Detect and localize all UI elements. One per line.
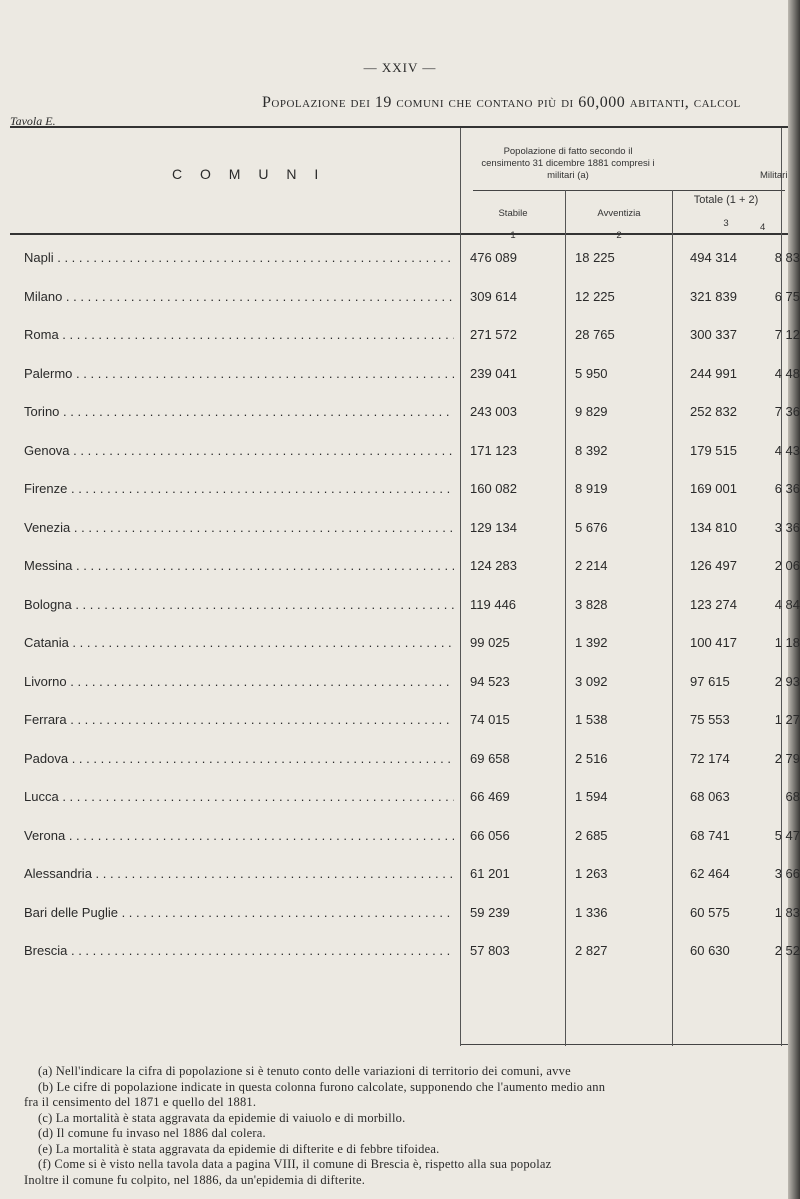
cell-militari: 4 43 <box>774 442 800 458</box>
cell-avventizia: 12 225 <box>575 288 615 304</box>
col-header-totale: Totale (1 + 2) 3 <box>693 194 759 229</box>
cell-stabile: 94 523 <box>470 673 510 689</box>
population-group-header: Popolazione di fatto secondo il censimento 31 dicembre 1881 compresi i militari (a) <box>481 146 655 181</box>
table-row <box>0 712 800 742</box>
note-e: (e) La mortalità è stata aggravata da epidemie di difterite e di febbre tifoidea. <box>38 1141 440 1156</box>
cell-avventizia: 5 676 <box>575 519 608 535</box>
cell-stabile: 69 658 <box>470 750 510 766</box>
cell-totale: 179 515 <box>690 442 737 458</box>
cell-militari: 7 12 <box>774 327 800 342</box>
table-top-rule <box>10 126 788 128</box>
cell-stabile: 74 015 <box>470 712 510 727</box>
cell-stabile: 243 003 <box>470 404 517 419</box>
footnotes <box>24 1064 784 1188</box>
comune-name: Bari delle Puglie . . . <box>24 905 454 920</box>
cell-militari: 6 36 <box>774 481 800 496</box>
cell-totale: 321 839 <box>690 288 737 304</box>
comune-name: Ferrara . . . <box>24 712 454 727</box>
col-header-militari: Militari 4 <box>760 170 788 233</box>
cell-totale: 68 741 <box>690 827 730 843</box>
cell-stabile: 171 123 <box>470 442 517 458</box>
comune-name: Verona . . . <box>24 828 454 843</box>
cell-avventizia: 8 392 <box>575 442 608 458</box>
cell-militari: 2 79 <box>774 750 800 766</box>
table-bottom-rule <box>460 1044 788 1045</box>
cell-totale: 62 464 <box>690 866 730 881</box>
cell-militari: 4 84 <box>774 596 800 612</box>
note-b: (b) Le cifre di popolazione indicate in questa colonna furono calcolate, supponendo che l'aumento medio ann <box>38 1079 606 1094</box>
cell-stabile: 309 614 <box>470 288 517 304</box>
comune-name: Milano . . . <box>24 289 454 304</box>
table-row <box>0 404 800 434</box>
cell-stabile: 129 134 <box>470 519 517 535</box>
comune-name: Napli . . . <box>24 250 454 265</box>
cell-totale: 97 615 <box>690 673 730 689</box>
cell-militari: 1 83 <box>774 904 800 920</box>
cell-militari: 3 36 <box>774 519 800 535</box>
cell-totale: 123 274 <box>690 596 737 612</box>
table-row <box>0 789 800 819</box>
cell-avventizia: 18 225 <box>575 250 615 265</box>
cell-avventizia: 1 392 <box>575 635 608 650</box>
comune-name: Firenze . . . <box>24 481 454 496</box>
cell-militari: 2 52 <box>774 943 800 958</box>
table-row <box>0 635 800 665</box>
comune-name: Genova . . . <box>24 443 454 458</box>
cell-militari: 3 66 <box>774 866 800 881</box>
table-row <box>0 905 800 935</box>
note-c: (c) La mortalità è stata aggravata da epidemie di vaiuolo e di morbillo. <box>38 1110 406 1125</box>
cell-militari: 1 18 <box>774 635 800 650</box>
cell-avventizia: 2 516 <box>575 750 608 766</box>
page-number: — XXIV — <box>363 60 437 75</box>
col-header-stabile: Stabile 1 <box>498 208 528 241</box>
cell-militari: 68 <box>785 789 800 804</box>
table-label: Tavola E. <box>10 114 56 128</box>
page-title: Popolazione dei 19 comuni che contano più di 60,000 abitanti, calcol <box>262 94 741 111</box>
comuni-header: C O M U N I <box>172 166 326 182</box>
comune-name: Palermo . . . <box>24 366 454 381</box>
table-row <box>0 751 800 781</box>
cell-militari: 6 75 <box>774 288 800 304</box>
cell-militari: 8 83 <box>774 250 800 265</box>
cell-totale: 244 991 <box>690 365 737 381</box>
comune-name: Messina . . . <box>24 558 454 573</box>
table-row <box>0 674 800 704</box>
cell-totale: 169 001 <box>690 481 737 496</box>
table-row <box>0 866 800 896</box>
cell-stabile: 66 056 <box>470 827 510 843</box>
note-f-cont: Inoltre il comune fu colpito, nel 1886, da un'epidemia di difterite. <box>24 1172 366 1187</box>
cell-stabile: 124 283 <box>470 558 517 573</box>
cell-avventizia: 8 919 <box>575 481 608 496</box>
comune-name: Bologna . . . <box>24 597 454 612</box>
comune-name: Padova . . . <box>24 751 454 766</box>
cell-militari: 4 48 <box>774 365 800 381</box>
cell-avventizia: 1 336 <box>575 904 608 920</box>
table-row <box>0 443 800 473</box>
table-row <box>0 943 800 973</box>
cell-stabile: 476 089 <box>470 250 517 265</box>
comune-name: Brescia . . . <box>24 943 454 958</box>
cell-avventizia: 2 685 <box>575 827 608 843</box>
cell-totale: 60 630 <box>690 943 730 958</box>
note-d: (d) Il comune fu invaso nel 1886 dal colera. <box>38 1126 266 1140</box>
header-group-rule <box>473 190 785 191</box>
comune-name: Torino . . . <box>24 404 454 419</box>
cell-totale: 60 575 <box>690 904 730 920</box>
cell-stabile: 271 572 <box>470 327 517 342</box>
cell-stabile: 99 025 <box>470 635 510 650</box>
cell-militari: 1 27 <box>774 712 800 727</box>
table-row <box>0 366 800 396</box>
cell-totale: 68 063 <box>690 789 730 804</box>
cell-avventizia: 5 950 <box>575 365 608 381</box>
col-header-avventizia: Avventizia 2 <box>597 208 641 241</box>
cell-militari: 7 36 <box>774 404 800 419</box>
cell-stabile: 119 446 <box>470 596 517 612</box>
cell-stabile: 61 201 <box>470 866 510 881</box>
cell-avventizia: 1 538 <box>575 712 608 727</box>
comune-name: Livorno . . . <box>24 674 454 689</box>
cell-totale: 494 314 <box>690 250 737 265</box>
table-row <box>0 558 800 588</box>
comune-name: Lucca . . . <box>24 789 454 804</box>
cell-totale: 75 553 <box>690 712 730 727</box>
cell-stabile: 57 803 <box>470 943 510 958</box>
cell-stabile: 59 239 <box>470 904 510 920</box>
cell-avventizia: 2 214 <box>575 558 608 573</box>
table-row <box>0 250 800 280</box>
table-row <box>0 597 800 627</box>
cell-avventizia: 9 829 <box>575 404 608 419</box>
cell-avventizia: 28 765 <box>575 327 615 342</box>
table-row <box>0 327 800 357</box>
cell-totale: 72 174 <box>690 750 730 766</box>
table-row <box>0 481 800 511</box>
comune-name: Alessandria . . . <box>24 866 454 881</box>
cell-totale: 126 497 <box>690 558 737 573</box>
table-row <box>0 828 800 858</box>
cell-militari: 2 93 <box>774 673 800 689</box>
note-a: (a) Nell'indicare la cifra di popolazione si è tenuto conto delle variazioni di territorio dei comuni, avve <box>38 1064 571 1078</box>
cell-totale: 300 337 <box>690 327 737 342</box>
cell-militari: 2 06 <box>774 558 800 573</box>
note-b-cont: fra il censimento del 1871 e quello del 1881. <box>24 1095 257 1109</box>
table-row <box>0 520 800 550</box>
table-row <box>0 289 800 319</box>
comune-name: Roma . . . <box>24 327 454 342</box>
cell-stabile: 66 469 <box>470 789 510 804</box>
cell-avventizia: 1 594 <box>575 789 608 804</box>
cell-stabile: 160 082 <box>470 481 517 496</box>
cell-avventizia: 3 828 <box>575 596 608 612</box>
comune-name: Venezia . . . <box>24 520 454 535</box>
cell-militari: 5 47 <box>774 827 800 843</box>
comune-name: Catania . . . <box>24 635 454 650</box>
cell-avventizia: 3 092 <box>575 673 608 689</box>
note-f: (f) Come si è visto nella tavola data a pagina VIII, il comune di Brescia è, rispetto alla sua popolaz <box>38 1157 552 1171</box>
cell-totale: 100 417 <box>690 635 737 650</box>
cell-totale: 252 832 <box>690 404 737 419</box>
cell-avventizia: 2 827 <box>575 943 608 958</box>
cell-avventizia: 1 263 <box>575 866 608 881</box>
cell-stabile: 239 041 <box>470 365 517 381</box>
cell-totale: 134 810 <box>690 519 737 535</box>
